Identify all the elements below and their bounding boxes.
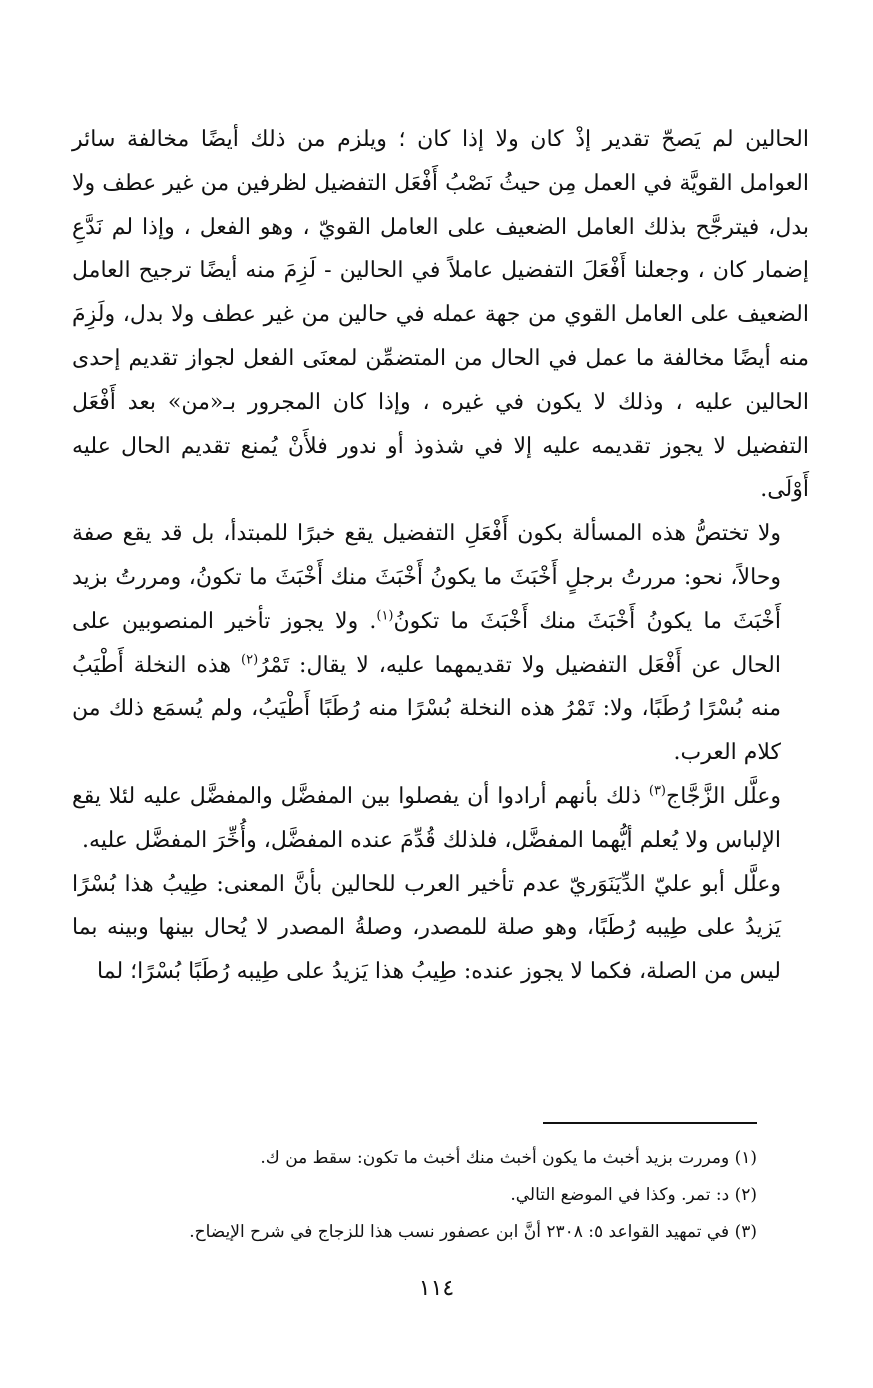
footnote-2: (٢) د: تمر. وكذا في الموضع التالي.: [510, 1185, 757, 1205]
footnote-ref-1: (١): [376, 608, 394, 624]
paragraph-1: الحالين لم يَصحّ تقدير إذْ كان ولا إذا كان ؛ ويلزم من ذلك أيضًا مخالفة سائر العوامل القويَّة في العمل مِن حيثُ نَصْبُ أَفْعَل التفضيل لظرفين من غير عطف ولا بدل، فيترجَّح بذلك العامل الضعيف على العامل القويّ ، وهو الفعل ، وإذا لم نَدَّعِ إضمار كان ، وجعلنا أَفْعَلَ التفضيل عاملاً في الحالين - لَزِمَ منه أيضًا ترجيح العامل الضعيف على العامل القوي من جهة عمله في حالين من غير عطف ولا بدل، ولَزِمَ منه أيضًا مخالفة ما عمل في الحال من المتضمِّن لمعنَى الفعل لجواز تقديم إحدى الحالين عليه ، وذلك لا يكون في غيره ، وإذا كان المجرور بـ«من» بعد أَفْعَل التفضيل لا يجوز تقديمه عليه إلا في شذوذ أو ندور فلأَنْ يُمنع تقديم الحال عليه أَوْلَى.: [72, 127, 809, 503]
footnote-ref-3: (٣): [648, 783, 666, 799]
footnotes: [100, 1140, 757, 1251]
page-number: ١١٤: [418, 1276, 455, 1301]
main-text: [72, 118, 809, 994]
paragraph-2-text-a: ولا تختصُّ هذه المسألة بكون أَفْعَلِ التفضيل يقع خبرًا للمبتدأ، بل قد يقع صفة وحالاً، نحو: مررتُ برجلٍ أَخْبَثَ ما يكونُ أَخْبَثَ منك أَخْبَثَ ما تكونُ، ومررتُ بزيد أَخْبَثَ ما يكونُ أَخْبَثَ منك أَخْبَثَ ما تكونُ: [72, 521, 781, 634]
paragraph-4: وعلَّل أبو عليّ الدِّيَنَوَريّ عدم تأخير العرب للحالين بأنَّ المعنى: طِيبُ هذا بُسْرًا يَزيدُ على طِيبه رُطَبًا، وهو صلة للمصدر، وصلةُ المصدر لا يُحال بينها وبينه بما ليس من الصلة، فكما لا يجوز عنده: طِيبُ هذا يَزيدُ على طِيبه رُطَبًا بُسْرًا؛ لما: [72, 871, 781, 985]
footnote-1: (١) ومررت بزيد أخبث ما يكون أخبث منك أخبث ما تكون: سقط من ك.: [260, 1148, 757, 1168]
paragraph-3: [72, 775, 809, 863]
paragraph-2-text-c: هذه النخلة أَطْيَبُ منه بُسْرًا رُطَبًا، ولا: تَمْرُ هذه النخلة بُسْرًا منه رُطَبًا أَطْيَبُ، ولم يُسمَع ذلك من كلام العرب.: [72, 652, 781, 766]
paragraph-2-text-b: . ولا يجوز تأخير المنصوبين على الحال عن أَفْعَل التفضيل ولا تقديمهما عليه، لا يقال: تَمْرُ: [72, 608, 781, 678]
footnote-separator: [543, 1122, 757, 1124]
paragraph-2: [72, 512, 809, 775]
paragraph-3-text-a: وعلَّل الزَّجَّاج: [666, 783, 781, 809]
footnote-ref-2: (٢): [241, 652, 259, 668]
paragraph-3-text-b: ذلك بأنهم أرادوا أن يفصلوا بين المفضَّل والمفضَّل عليه لئلا يقع الإلباس ولا يُعلم أيُّهما المفضَّل، فلذلك قُدِّمَ عنده المفضَّل، وأُخِّرَ المفضَّل عليه.: [72, 783, 781, 853]
footnote-3: (٣) في تمهيد القواعد ٥: ٢٣٠٨ أنَّ ابن عصفور نسب هذا للزجاج في شرح الإيضاح.: [189, 1222, 757, 1242]
